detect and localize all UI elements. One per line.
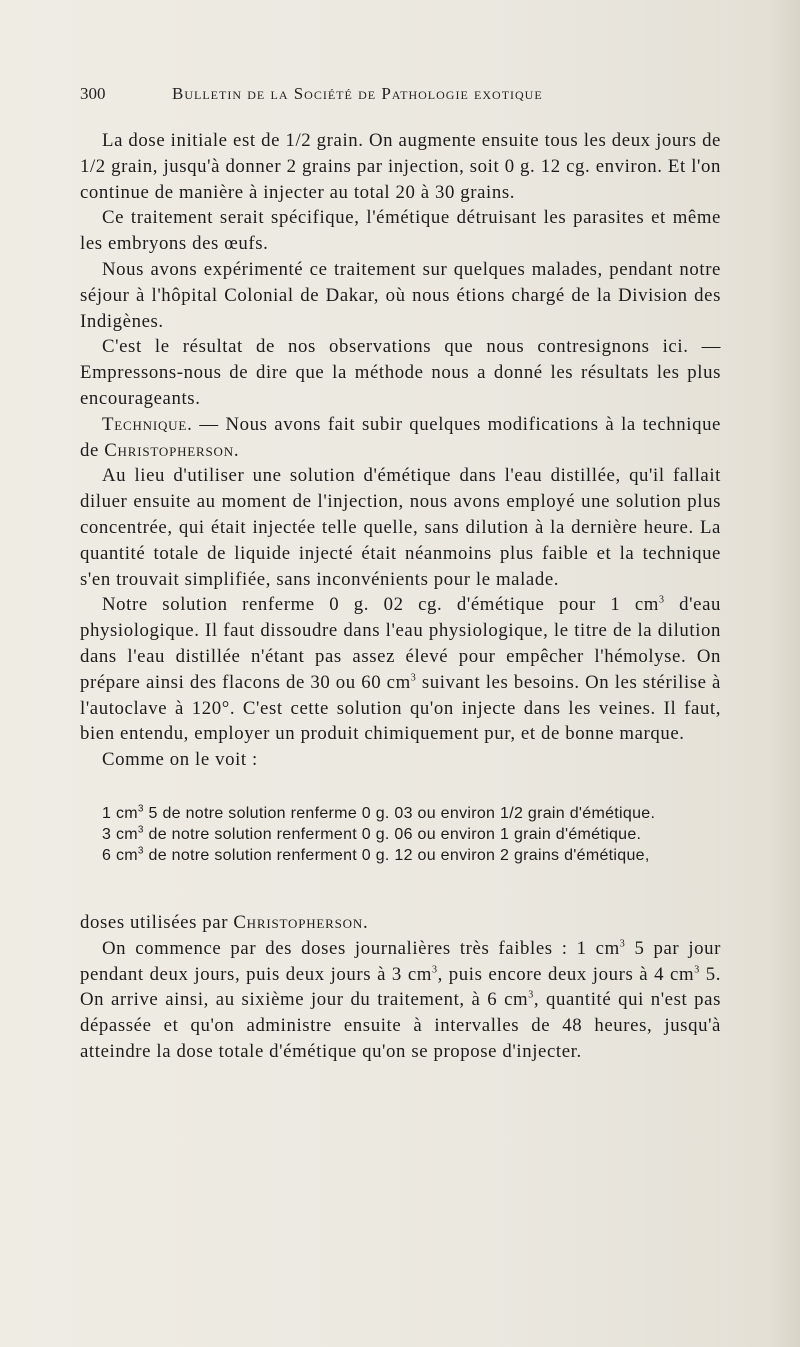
dose-notes [80, 803, 721, 866]
author-name: Christopherson [233, 911, 364, 933]
paragraph-comme: Comme on le voit : [102, 749, 258, 771]
paragraph-experiment: Nous avons expérimenté ce traitement sur quelques malades, pendant notre séjour à l'hôpital Colonial de Dakar, où nous étions chargé de la Division des Indigènes. [80, 258, 721, 332]
closing-text [80, 910, 721, 1065]
paragraph-technique: Technique. — Nous avons fait subir quelques modifications à la technique de Christopherson. [80, 413, 721, 461]
paragraph-dose: La dose initiale est de 1/2 grain. On augmente ensuite tous les deux jours de 1/2 grain, jusqu'à donner 2 grains par injection, soit 0 g. 12 cg. environ. Et l'on continue de manière à injecter au total 20 à 30 grains. [80, 130, 721, 203]
technique-text: — Nous avons fait subir quelques modifications à la technique de [80, 413, 721, 461]
paragraph-specific: Ce traitement serait spécifique, l'émétique détruisant les parasites et même les embryons des œufs. [80, 207, 721, 255]
note-item: 6 $cm^3$ de notre solution renferment 0 g. 12 ou environ 2 grains d'émétique, [102, 845, 650, 864]
paragraph-solution: Au lieu d'utiliser une solution d'émétique dans l'eau distillée, qu'il fallait diluer ensuite au moment de l'injection, nous avons employé une solution plus concentrée, qui était injectée telle quelle, sans dilution à la dernière heure. La quantité totale de liquide injecté était néanmoins plus faible et la technique s'en trouvait simplifiée, sans inconvénients pour le malade. [80, 465, 721, 590]
technique-label: Technique. [102, 413, 193, 435]
note-item: 1 $cm^3$ 5 de notre solution renferme 0 g. 03 ou environ 1/2 grain d'émétique. [102, 803, 656, 822]
page-body [80, 128, 721, 1065]
note-item: 3 $cm^3$ de notre solution renferment 0 g. 06 ou environ 1 grain d'émétique. [102, 824, 642, 843]
page-number: 300 [80, 84, 106, 103]
author-name: Christopherson [104, 439, 234, 461]
paragraph-schedule: On commence par des doses journalières très faibles : 1 $cm^3$ 5 par jour pendant deux jours, puis deux jours à 3 $cm^3$, puis encore deux jours à 4 $cm^3$ 5. On arrive ainsi, au sixième jour du traitement, à 6 $cm^3$, quantité qui n'est pas dépassée et qu'on administre ensuite à intervalles de 48 heures, jusqu'à atteindre la dose totale d'émétique qu'on se propose d'injecter. [80, 937, 722, 1062]
paragraph-preparation: Notre solution renferme 0 g. 02 cg. d'émétique pour 1 $cm^3$ d'eau physiologique. Il faut dissoudre dans l'eau physiologique, le titre de la dilution dans l'eau distillée n'étant pas assez élevé pour empêcher l'hémolyse. On prépare ainsi des flacons de 30 ou 60 $cm^3$ suivant les besoins. On les stérilise à l'autoclave à 120°. C'est cette solution qu'on injecte dans les veines. Il faut, bien entendu, employer un produit chimiquement pur, et de bonne marque. [80, 594, 721, 745]
paragraph-results: C'est le résultat de nos observations que nous contresignons ici. — Empressons-nous de dire que la méthode nous a donné les résultats les plus encourageants. [80, 336, 721, 409]
paragraph-doses: doses utilisées par Christopherson. [80, 911, 369, 933]
running-title: Bulletin de la Société de Pathologie exotique [172, 84, 543, 103]
